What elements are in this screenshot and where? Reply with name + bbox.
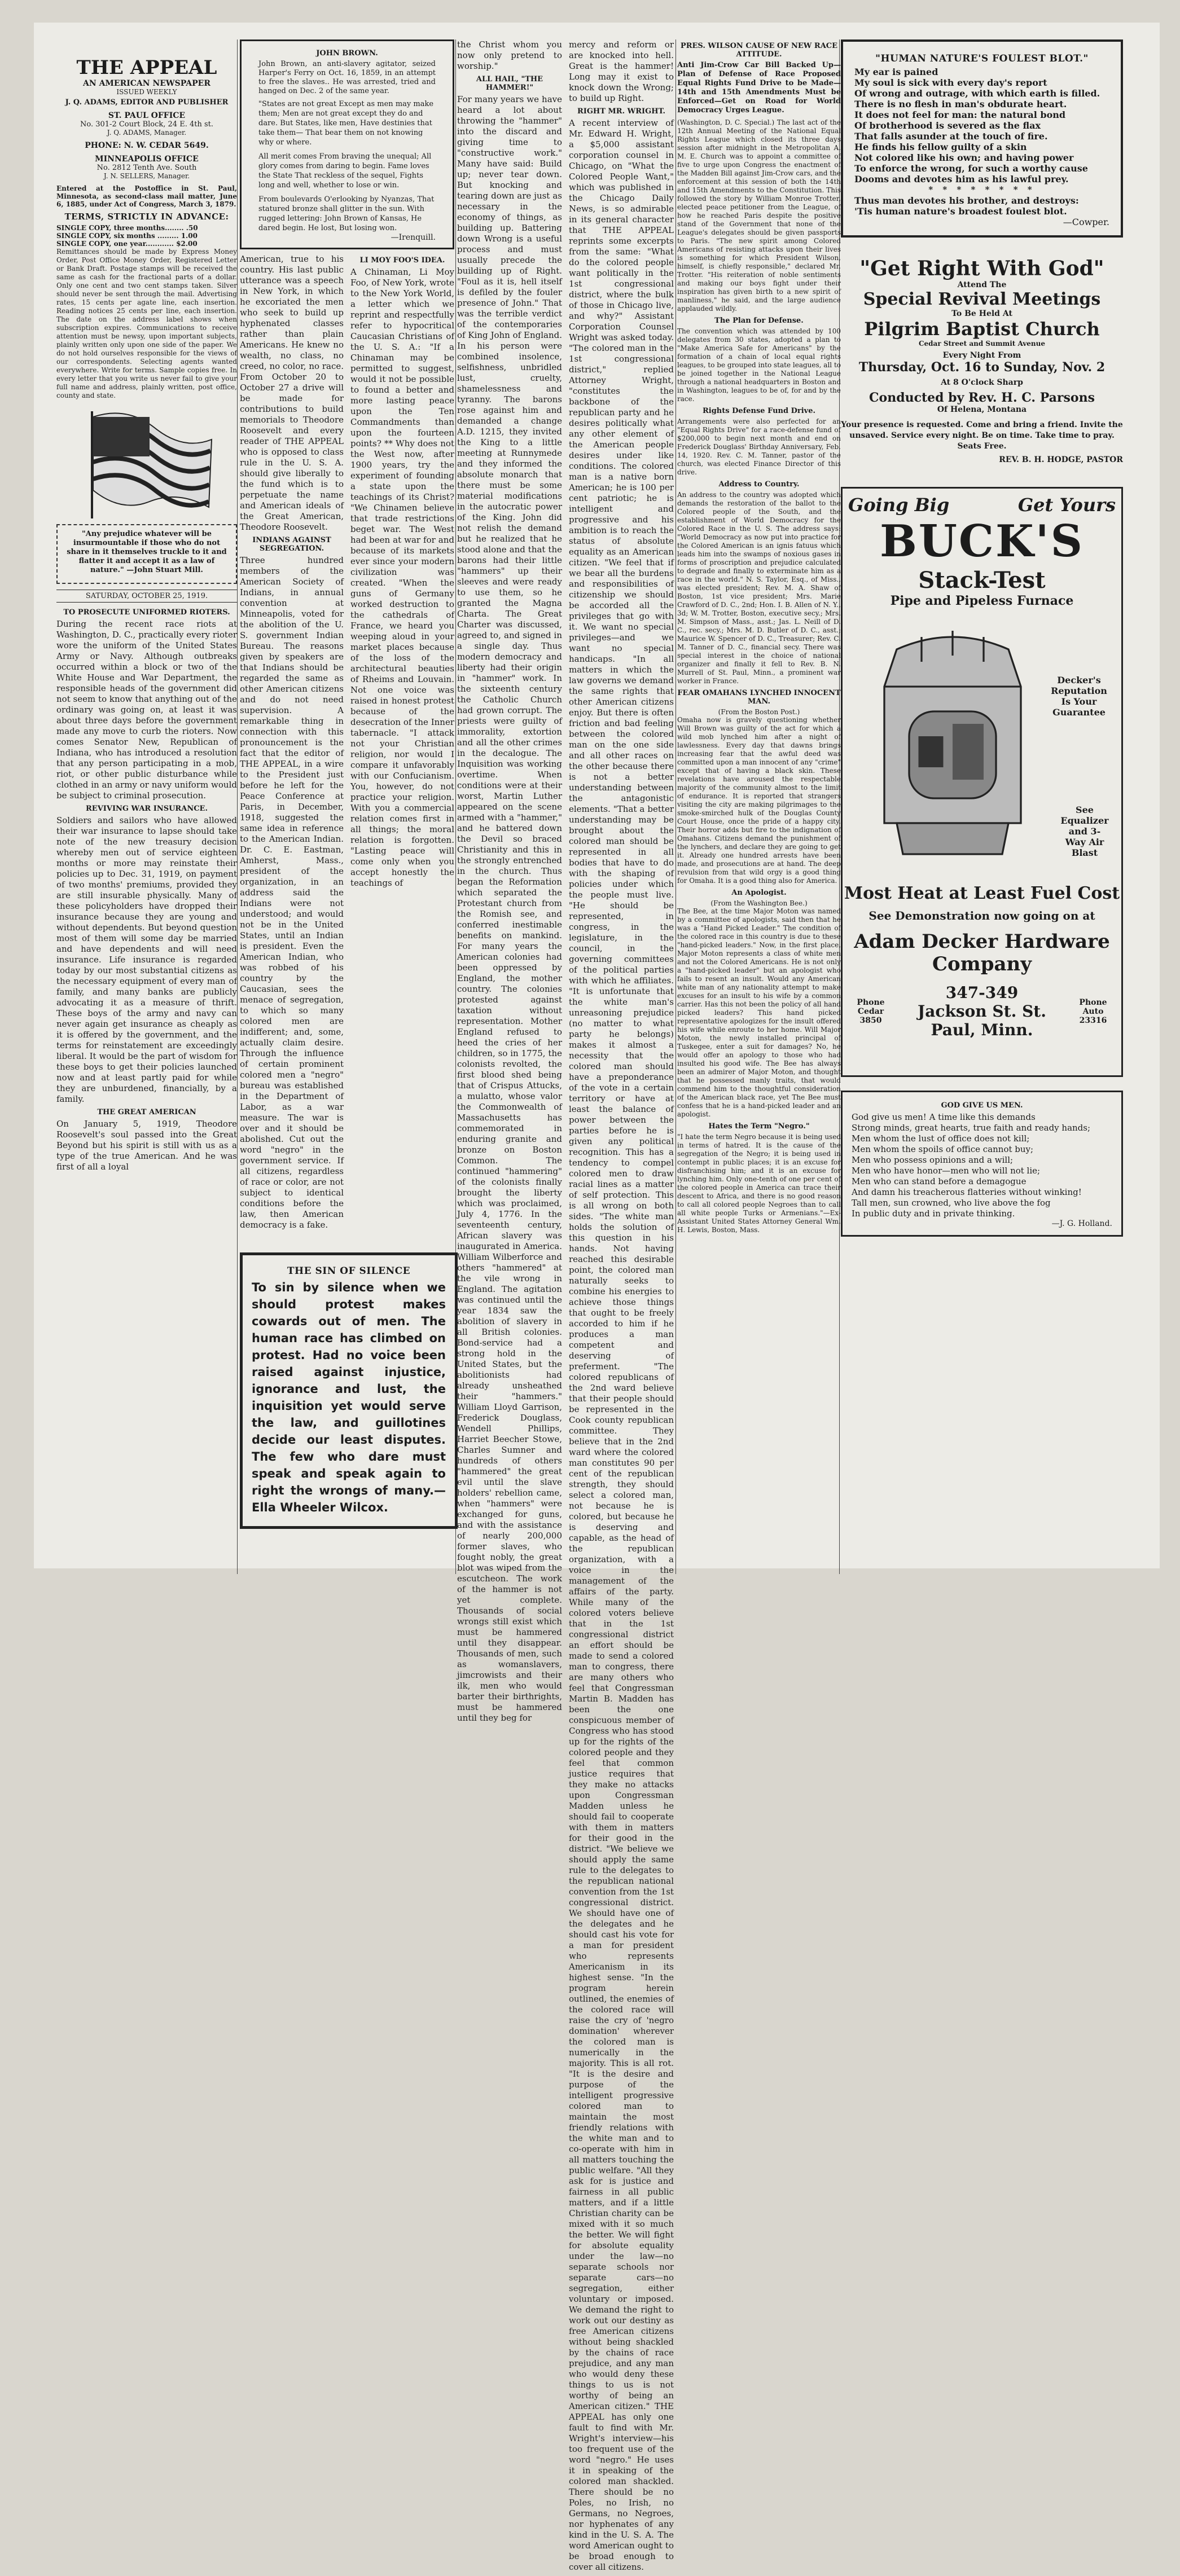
column-5 xyxy=(841,39,1123,1568)
box-body: To sin by silence when we should protest makes cowards out of men. The human race has climbed on protest. Had no voice been raised against injustice, ignorance and lust, the inquisition yet would serve the law, and guillotines decide our least disputes. The few who dare must speak and speak again to right the wrongs of many.—Ella Wheeler Wilcox. xyxy=(252,1281,446,1514)
poem-title: GOD GIVE US MEN. xyxy=(941,1101,1023,1110)
poem-line: Dooms and devotes him as his lawful prey. xyxy=(854,174,1069,184)
poem-line: There is no flesh in man's obdurate heart. xyxy=(854,99,1067,109)
article-body: On January 5, 1919, Theodore Roosevelt's soul passed into the Great Beyond but his spirit is still with us as a type of the true American. And he was first of all a loyal xyxy=(56,1119,237,1172)
ad-conducted: Conducted by Rev. H. C. Parsons xyxy=(869,390,1095,405)
ad-company: Adam Decker Hardware Company xyxy=(854,930,1110,975)
article-body: Arrangements were also perfected for an "Equal Rights Drive" for a race-defense fund of $200,000 to begin next month and end on Frederick Douglass' Birthday Anniversary, Feb. 14, 1920. Rev. C. M. Tanner, pastor of the church, was elected Finance Director of this drive. xyxy=(677,417,841,476)
poem-line: In public duty and in private thinking. xyxy=(852,1208,1015,1219)
article-body: The Bee, at the time Major Moton was named by a committee of apologists, said then that he was a "Hand Picked Leader." The condition of the colored race in this country is due to these "hand-picked leaders." Now, in the first place, Major Moton represents a class of white men and not the Colored Americans. He is not only a "hand-picked leader" but an apologist who fails to resent an insult. Would any American white man of any nationality attempt to make excuses for an insult to his wife by a common carrier. Has this not been the policy of all hand picked leaders? This hand picked representative apologizes for the insult offered his wife while enroute to her home. Will Major Moton, the newly installed principal of Tuskegee, enter a suit for damages? No, he would offer an apology to those who had insulted his good wife. The Bee has always been an admirer of Major Moton, and thought that he possessed manly traits, that would commend him to the thoughtful consideration of the American black race, yet The Bee must confess that he is a hand-picked leader and an apologist. xyxy=(677,907,841,1118)
poem-stanza: All merit comes From braving the unequal; All glory comes from daring to begin. Fame loves the State That reckless of the sequel, Fights long and well, whether to lose or win. xyxy=(258,152,432,190)
ad-address: 347-349 Jackson St. St. Paul, Minn. xyxy=(918,983,1046,1039)
ad-demo: See Demonstration now going on at xyxy=(868,909,1095,922)
ad-address: Cedar Street and Summit Avenue xyxy=(918,340,1046,348)
article-title: TO PROSECUTE UNIFORMED RIOTERS. xyxy=(63,608,230,617)
rate-line: SINGLE COPY, three months........ .50 xyxy=(56,224,198,232)
article-body: "I hate the term Negro because it is being used in terms of hatred. It is the cause of the segregation of the Negro; it is being used in contempt in public places; it is an excuse for disfranchising him; and it is an excuse for lynching him. Only one-tenth of one per cent of the colored people in America can trace their descent to Africa, and there is no good reason to call all colored people Negroes than to call all white people Turks or Armenians."—Ex-Assistant United States Attorney General Wm. H. Lewis, Boston, Mass. xyxy=(677,1133,841,1234)
office-heading: ST. PAUL OFFICE xyxy=(108,111,186,120)
article-title: FEAR OMAHANS LYNCHED INNOCENT MAN. xyxy=(677,689,841,706)
entered-notice: Entered at the Postoffice in St. Paul, Minnesota, as second-class mail matter, June 6, 1885, under Act of Congress, March 3, 1879. xyxy=(56,184,237,208)
article-body: An address to the country was adopted which demands the restoration of the ballot to the Colored people of the South, and the establishment of World Democracy for the Colored Race in the U. S. The address says: "World Democracy as now put into practice for the Colored American is an ignis fatuus which leads him into the swamps of noxious gases in forms of proscription and prejudice calculated to degrade and finally to exterminate him as a race in the world." N. S. Taylor, Esq., of Miss., was elected president; Rev. M. A. Shaw of Boston, 1st vice president; Mrs. Marie Crawford of D. C., 2nd; Hon. I. B. Allen of N. Y., 3d; W. M. Trotter, Boston, executive secy.; Mrs. M. Simpson of Mass., asst.; Jas. L. Neill of D. C., rec. secy.; Mrs. M. D. Butler of D. C., asst.; Maurice W. Spencer of D. C., Treasurer; Rev. C. M. Tanner of D. C., financial secy. There was special interest in the choice of national organizer and finally it fell to Rev. B. N. Murrell of St. Paul, Minn., a prominent war worker in France. xyxy=(677,491,841,685)
poem-line: Men who possess opinions and a will; xyxy=(852,1155,1014,1165)
article-title: Hates the Term "Negro." xyxy=(708,1122,810,1131)
mpls-address: No. 2812 Tenth Ave. South xyxy=(96,164,197,172)
poem-author: —Irenquill. xyxy=(391,233,436,242)
article-body: American, true to his country. His last public utterance was a speech in New York, in which he excoriated the men who seek to build up hyphenated classes rather than plain Americans. He knew no wealth, no class, no creed, no color, no race. From October 20 to October 27 a drive will be made for contributions to build memorials to Theodore Roosevelt and every reader of THE APPEAL who is opposed to class rule in the U. S. A. should give liberally to the fund which is to perpetuate the name and American ideals of the Great American, Theodore Roosevelt. xyxy=(240,254,344,532)
ad-tagline-right: Get Yours xyxy=(1017,494,1116,516)
article-body: During the recent race riots at Washington, D. C., practically every rioter wore the uniform of the United States Army or Navy. Although outbreaks occurred within a block or two of the White House and War Department, the responsible heads of the government did not seem to know that anything out of the ordinary was going on, at least it was about three days before the government made any move to curb the rioters. Now comes Senator New, Republican of Indiana, who has introduced a resolution that any person participating in a mob, riot, or other public disturbance while clothed in an army or navy uniform would be subject to criminal prosecution. xyxy=(56,619,237,801)
give-us-men-box xyxy=(841,1091,1123,1237)
dateline: SATURDAY, OCTOBER 25, 1919. xyxy=(56,590,237,603)
ad-pastor: REV. B. H. HODGE, PASTOR xyxy=(999,455,1123,464)
article-body: The convention which was attended by 100 delegates from 30 states, adopted a plan to "Make America Safe for Americans" by the formation of a chain of local equal rights leagues, to be grouped into state leagues, all to be joined together in the National League through a national headquarters in Boston and in Washington, leagues to be of, for and by the race. xyxy=(677,327,841,403)
mill-quote: "Any prejudice whatever will be insurmountable if those who do not share in it themselves truckle to it and flatter it and accept it as a law of nature." —John Stuart Mill. xyxy=(67,530,227,574)
article-subhead: Anti Jim-Crow Car Bill Backed Up—Plan of Defense of Race Proposed Equal Rights Fund Drive to be Made—14th and 15th Amendments Must be Enforced—Get on Road for World Democracy Urges League. xyxy=(677,61,841,115)
poem-line: God give us men! A time like this demands xyxy=(852,1112,1036,1122)
poem-line: Men whom the lust of office does not kill; xyxy=(852,1133,1030,1144)
ad-side-note: See Equalizer and 3-Way Air Blast xyxy=(1060,805,1109,858)
masthead-issued: ISSUED WEEKLY xyxy=(116,88,177,96)
bucks-furnace-ad xyxy=(841,487,1123,1077)
poem-line: Strong minds, great hearts, true faith and ready hands; xyxy=(852,1123,1091,1133)
rate-line: SINGLE COPY, one year............ $2.00 xyxy=(56,240,198,248)
article-title: ALL HAIL, "THE HAMMER!" xyxy=(476,75,543,92)
poem-line: My soul is sick with every day's report xyxy=(854,77,1047,88)
ad-text: Of Helena, Montana xyxy=(937,405,1027,414)
column-rule xyxy=(675,39,676,1574)
masthead-title: THE APPEAL xyxy=(76,56,217,79)
ad-tagline-left: Going Big xyxy=(848,494,950,516)
article-body: A recent interview of Mr. Edward H. Wright, a $5,000 assistant corporation counsel in Chicago, on "What the Colored People Want," which was published in the Chicago Daily News, is so admirable in its general character that THE APPEAL reprints some excerpts from the same: "What do the colored people want politically in the 1st congressional district, where the bulk of those in Chicago live, and why?" Assistant Corporation Counsel Wright was asked today. "The colored man in the 1st congressional district," replied Attorney Wright, "constitutes the backbone of the republican party and he desires politically what any other element of the American people desires under like conditions. The colored man is a native born American; he is 100 per cent patriotic; he is intelligent and progressive and his ambition is to reach the status of absolute equality as an American citizen. "We feel that if we bear all the burdens and responsibilities of citizenship we should be accorded all the privileges that go with it. We want no special privileges—and we want no special handicaps. "In all matters in which the law governs we demand the same rights that other American citizens enjoy. But there is often friction and bad feeling between the colored man on the one side and all other races on the other because there is not a better understanding between the antagonistic elements. "That a better understanding may be brought about the colored man should be represented in all bodies that have to do with the shaping of policies under which the people must live. "He should be represented, in congress, in the legislature, in the council, in the governing committees of the political parties with which he affiliates. "It is unfortunate that the white man's unreasoning prejudice (no matter to what party he belongs) makes it almost a necessity that the colored man should have a preponderance of the vote in a certain territory or have at least the balance of power between the parties before he is given any political recognition. This has a tendency to compel colored men to draw racial lines as a matter of self protection. This is all wrong on both sides. "The white man holds the solution of this question in his hands. Not having reached this desirable point, the colored man naturally seeks to combine his energies to achieve those things that ought to be freely accorded to him if he produces a man competent and deserving of preferment. "The colored republicans of the 2nd ward believe that their people should be represented in the Cook county republican committee. They believe that in the 2nd ward where the colored man constitutes 90 per cent of the republican strength, they should select a colored man, not because he is colored, but because he is deserving and capable, as the head of the republican organization, with a voice in the management of the affairs of the party. While many of the colored voters believe that in the 1st congressional district an effort should be made to send a colored man to congress, there are many others who feel that Congressman Martin B. Madden has been the one conspicuous member of Congress who has stood up for the rights of the colored people and they feel that common justice requires that they make no attacks upon Congressman Madden unless he should fail to cooperate with them in matters for their good in the district. "We believe we should apply the same rule to the delegates to the republican national convention from the 1st congressional district. We should have one of the delegates and he should cast his vote for a man for president who represents Americanism in its highest sense. "In the program herein outlined, the enemies of the colored race will raise the cry of 'negro domination' wherever the colored man is numerically in the majority. This is all rot. "It is the desire and purpose of the intelligent progressive colored man to maintain the most friendly relations with the white man and to co-operate with him in all matters touching the public welfare. "All they ask for is justice and fairness in all public matters, and if a little Christian charity can be mixed with it so much the better. We will fight for absolute equality under the law—no separate schools nor separate cars—no segregation, either voluntary or imposed. We demand the right to work out our destiny as free American citizens without being shackled by the chains of race prejudice, and any man who would deny these things to us is not worthy of being an American citizen." THE APPEAL has only one fault to find with Mr. Wright's interview—his too frequent use of the word "negro." He uses it in speaking of the colored man shackled. There should be no Poles, no Irish, no Germans, no Negroes, nor hyphenates of any kind in the U. S. A. The word American ought to be broad enough to cover all citizens. xyxy=(569,118,674,2572)
poem-line: Of brotherhood is severed as the flax xyxy=(854,120,1041,131)
ad-time: At 8 O'clock Sharp xyxy=(941,378,1023,387)
poem-stanza: From boulevards O'erlooking by Nyanzas, That statured bronze shall glitter in the sun. With rugged lettering: John Brown of Kansas, He dared begin. He lost, But losing won. xyxy=(258,195,435,232)
poem-author: —J. G. Holland. xyxy=(1051,1219,1112,1228)
ad-text: Attend The xyxy=(957,280,1007,289)
poem-line: Tall men, sun crowned, who live above the fog xyxy=(852,1198,1051,1208)
article-title: RIGHT MR. WRIGHT. xyxy=(577,107,666,116)
revival-ad xyxy=(841,257,1123,464)
mpls-manager: J. N. SELLERS, Manager. xyxy=(103,172,190,180)
terms-notes: Remittances should be made by Express Money Order, Post Office Money Order, Registered Letter or Bank Draft. Postage stamps will be received the same as cash for the fractional parts of a dollar. Only one cent and two cent stamps taken. Silver should never be sent through the mail. Advertising rates, 15 cents per agate line, each insertion. Reading notices 25 cents per line, each insertion. The date on the address label shows when subscription expires. Communications to receive attention must be newsy, upon important subjects, plainly written only upon one side of the paper. We do not hold ourselves responsible for the views of our correspondents. Selecting agents wanted everywhere. Write for terms. Sample copies free. In every letter that you write us never fail to give your full name and address, plainly written, post office, county and state. xyxy=(56,248,237,399)
article-body: Three hundred members of the American Society of Indians, in annual convention at Minneapolis, voted for the abolition of the U. S. government Indian Bureau. The reasons given by speakers are that Indians should be regarded the same as other American citizens and do not need supervision. A remarkable thing in connection with this pronouncement is the fact that the editor of THE APPEAL, in a wire to the President just before he left for the Peace Conference at Paris, in December, 1918, suggested the same idea in reference to the American Indian. Dr. C. E. Eastman, Amherst, Mass., president of the organization, in an address said the Indians were not understood; and would not be in the United States, until an Indian is president. Even the American Indian, who was robbed of his country by the Caucasian, sees the menace of segregation, to which so many colored men are indifferent; and, some, actually claim desire. Through the influence of certain prominent colored men a "negro" bureau was established in the Department of Labor, as a war measure. The war is over and it should be abolished. Cut out the word "negro" in the government service. If all citizens, regardless of race or color, are not subject to identical conditions before the law, then American democracy is a fake. xyxy=(240,555,344,1230)
article-title: An Apologist. xyxy=(731,889,787,897)
masthead-editor: J. Q. ADAMS, EDITOR AND PUBLISHER xyxy=(65,98,229,107)
cowper-poem-box xyxy=(841,39,1123,238)
ad-brand: BUCK'S xyxy=(879,516,1085,567)
masthead-subtitle: AN AMERICAN NEWSPAPER xyxy=(83,79,210,88)
poem-line: Of wrong and outrage, with which earth is filled. xyxy=(854,88,1100,99)
mpls-heading: MINNEAPOLIS OFFICE xyxy=(95,155,199,164)
ad-slogan: Most Heat at Least Fuel Cost xyxy=(844,883,1120,903)
poem-line: Men who can stand before a demagogue xyxy=(852,1176,1027,1186)
rate-line: SINGLE COPY, six months ......... 1.00 xyxy=(56,232,198,240)
poem-stanza: "States are not great Except as men may make them; Men are not great except they do and dare. But States, like men, Have destinies that take them— That bear them on not knowing why or where. xyxy=(258,100,434,147)
poem-line: Men who have honor—men who will not lie; xyxy=(852,1166,1041,1176)
column-4 xyxy=(677,39,841,1568)
furnace-illustration xyxy=(859,624,1046,861)
article-body: the Christ whom you now only pretend to worship." xyxy=(457,39,562,71)
poem-line: Thus man devotes his brother, and destroys: xyxy=(854,195,1079,206)
office-phone: PHONE: N. W. CEDAR 5649. xyxy=(85,141,209,150)
poem-intro: John Brown, an anti-slavery agitator, seized Harper's Ferry on Oct. 16, 1859, in an attempt to free the slaves.. He was arrested, tried and hanged on Dec. 2 of the same year. xyxy=(258,60,436,95)
column-3 xyxy=(457,39,674,2572)
box-title: THE SIN OF SILENCE xyxy=(287,1265,411,1277)
sin-of-silence-box xyxy=(240,1252,458,1529)
ad-headline: "Get Right With God" xyxy=(859,257,1104,280)
article-title: INDIANS AGAINST SEGREGATION. xyxy=(252,536,331,553)
article-title: LI MOY FOO'S IDEA. xyxy=(359,256,445,265)
article-body: (Washington, D. C. Special.) The last act of the 12th Annual Meeting of the National Equal Rights League which closed its three days session after midnight in the Metropolitan A. M. E. Church was to appoint a committee of five to urge upon Congress the enactment of the Madden Bill against Jim-Crow cars, and the enforcement at this session of both the 14th and 15th Amendments to the Constitution. This followed the story by William Monroe Trotter, elected peace petitioner from the League, of how he reached Paris despite the positive stand of the Government that none of the League's delegates should be given passports to Paris. "The new spirit among Colored Americans of resisting attacks upon their lives is something for which President Wilson, himself, is chiefly responsible," declared Mr. Trotter. "His reiteration of noble sentiments and making our boys fight under their inspiration has given birth to a new spirit of manliness," he said, and the large audience applauded wildly. xyxy=(677,118,841,313)
ad-text: Every Night From xyxy=(942,351,1021,360)
ad-text: To Be Held At xyxy=(951,309,1012,318)
john-brown-box xyxy=(240,39,454,249)
column-2 xyxy=(240,39,454,1568)
article-title: THE GREAT AMERICAN xyxy=(97,1108,196,1116)
poem-title: "HUMAN NATURE'S FOULEST BLOT." xyxy=(875,53,1089,64)
ad-subtitle: Pipe and Pipeless Furnace xyxy=(890,594,1074,608)
ad-meetings: Special Revival Meetings xyxy=(863,289,1101,309)
section-title: Rights Defense Fund Drive. xyxy=(702,407,816,415)
article-body: mercy and reform or are knocked into hell. Great is the hammer! Long may it exist to knock down the Wrong; to build up Right. xyxy=(569,39,674,103)
article-title: REVIVING WAR INSURANCE. xyxy=(86,805,208,813)
poem-line: Not colored like his own; and having power xyxy=(854,152,1074,163)
ad-phone: Phone Cedar 3850 xyxy=(857,997,885,1025)
poem-line: That falls asunder at the touch of fire. xyxy=(854,131,1048,142)
office-address: No. 301-2 Court Block, 24 E. 4th st. xyxy=(80,120,213,129)
section-title: Address to Country. xyxy=(718,480,800,489)
column-1 xyxy=(56,56,237,1568)
poem-line: To enforce the wrong, for such a worthy cause xyxy=(854,163,1088,174)
article-title: PRES. WILSON CAUSE OF NEW RACE ATTITUDE. xyxy=(680,42,838,59)
ad-side-note: Decker's Reputation Is Your Guarantee xyxy=(1051,675,1107,718)
article-body: Soldiers and sailors who have allowed their war insurance to lapse should take note of the new treasury decision whereby men out of service eighteen months or more may reinstate their policies up to Dec. 31, 1919, on payment of two months' premiums, provided they are still insurable physically. Many of these policyholders have dropped their insurance because they are young and without dependents. But beyond question most of them will some day be married and have dependents and will need insurance. Life insurance is regarded today by our most substantial citizens as the necessary equipment of every man of family, and many banks are publicly advocating it as a measure of thrift. These boys of the army and navy can never again get insurance as cheaply as it is offered by the government, and the terms for reinstatement are exceedingly liberal. It would be the part of wisdom for these boys to get their policies launched now and at least partly paid for while they are unburdened, financially, by a family. xyxy=(56,815,237,1104)
poem-author: —Cowper. xyxy=(1063,217,1109,227)
article-source: (From the Washington Bee.) xyxy=(710,899,808,907)
ad-dates: Thursday, Oct. 16 to Sunday, Nov. 2 xyxy=(858,360,1106,375)
ad-church: Pilgrim Baptist Church xyxy=(864,318,1100,340)
quote-box xyxy=(56,524,237,584)
column-rule xyxy=(237,39,238,1574)
poem-line: It does not feel for man: the natural bond xyxy=(854,109,1066,120)
article-source: (From the Boston Post.) xyxy=(718,708,800,716)
ad-phone: Phone Auto 23316 xyxy=(1079,997,1107,1025)
ad-product: Stack-Test xyxy=(918,567,1046,594)
poem-title: JOHN BROWN. xyxy=(316,49,378,58)
terms-heading: TERMS, STRICTLY IN ADVANCE: xyxy=(64,212,229,222)
section-title: The Plan for Defense. xyxy=(714,316,804,325)
poem-line: 'Tis human nature's broadest foulest blot. xyxy=(854,206,1067,217)
article-body: Omaha now is gravely questioning whether Will Brown was guilty of the act for which a wild mob lynched him after a night of lawlessness. Every day that dawns brings increasing fear that the awful deed was committed upon a man innocent of any "crime" except that of having a black skin. These revelations have aroused the respectable majority of the community almost to the limit of endurance. It is reported that strangers visiting the city are making pilgrimages to the smoke-smirched hulk of the Douglas County Court House, once the pride of a happy city. Their horror adds but fire to the indignation of Omahans. Citizens demand the punishment of the lynchers, and declare they are going to get it. Already one hundred arrests have been made, and prosecutions are at hand. The deep revulsion from that wild orgy is a good thing for Omaha. It is a good thing also for America. xyxy=(677,716,841,885)
american-flag-illustration xyxy=(76,406,217,518)
poem-line: He finds his fellow guilty of a skin xyxy=(854,142,1027,152)
article-body: A Chinaman, Li Moy Foo, of New York, wrote to the New York World, a letter which we reprint and respectfully refer to hypocritical Caucasian Christians of the U. S. A.: "If a Chinaman may be permitted to suggest, would it not be possible to found a better and more lasting peace upon the Ten Commandments than upon the fourteen points? ** Why does not the West now, after 1900 years, try the experiment of founding a state upon the teachings of its Christ? "We Chinamen believe that trade restrictions beget war. The West had been at war for and because of its markets ever since your modern civilization was created. "When the guns of Germany worked destruction to the cathedrals of France, we heard you weeping aloud in your market places because of the loss of the architectural beauties of Rheims and Louvain. Not one voice was raised in honest protest because of the desecration of the Inner tabernacle. "I attack not your Christian religion, nor would I compare it unfavorably with our Confucianism. You, however, do not practice your religion. With you a commercial relation comes first in all things; the moral relation is forgotten. "Lasting peace will come only when you accept honestly the teachings of xyxy=(350,267,454,888)
ad-note: Your presence is requested. Come and bring a friend. Invite the unsaved. Service every night. Be on time. Take time to pray. Seats Free. xyxy=(841,420,1123,451)
office-manager: J. Q. ADAMS, Manager. xyxy=(107,129,187,137)
poem-line: Men whom the spoils of office cannot buy; xyxy=(852,1144,1034,1154)
poem-stars: * * * * * * * * xyxy=(928,184,1036,195)
article-body: For many years we have heard a lot about throwing the "hammer" into the discard and giving time to "constructive work." Many have said: Build up; never tear down. But knocking and tearing down are just as necessary in the economy of things, as building up. Battering down Wrong is a useful process and must usually precede the building up of Right. "Foul as it is, hell itself is defiled by the fouler presence of John." That was the terrible verdict of the contemporaries of King John of England. In his person were combined insolence, selfishness, unbridled lust, cruelty, shamelessness and tyranny. The barons rose against him and demanded a change A.D. 1215, they invited the King to a little meeting at Runnymede and they informed the absolute monarch that there must be some material modifications in the autocratic power of the King. John did not relish the demand but he realized that he stood alone and that the barons had their little "hammers" up their sleeves and were ready to use them, so he granted the Magna Charta. The Great Charter was discussed, agreed to, and signed in a single day. Thus modern democracy and liberty had their origin in "hammer" work. In the sixteenth century the Catholic Church had grown corrupt. The priests were guilty of immorality, extortion and all the other crimes in the decalogue. The Inquisition was working overtime. When conditions were at their worst, Martin Luther appeared on the scene armed with a "hammer," and he battered down the Devil so braced Christianity and this in the strongly entrenched in the church. Thus began the Reformation which separated the Protestant church from the Romish see, and conferred inestimable benefits on mankind. For many years the American colonies had been oppressed by England, the mother country. The colonies protested against taxation without representation. Mother England refused to heed the cries of her children, so in 1775, the colonists revolted, the first blood shed being that of Crispus Attucks, a mulatto, whose valor the Commonwealth of Massachusetts has commemorated in enduring granite and bronze on Boston Common. The continued "hammering" of the colonists finally brought the liberty which was proclaimed, July 4, 1776. In the seventeenth century, African slavery was inaugurated in America. William Wilberforce and others "hammered" at the vile wrong in England. The agitation was continued until the year 1834 saw the abolition of slavery in all British colonies. Bond-service had a strong hold in the United States, but the abolitionists had already unsheathed their "hammers." William Lloyd Garrison, Frederick Douglass, Wendell Phillips, Harriet Beecher Stowe, Charles Sumner and hundreds of others "hammered" the great evil until the slave holders' rebellion came, when "hammers" were exchanged for guns, and with the assistance of nearly 200,000 former slaves, who fought nobly, the great blot was wiped from the escutcheon. The work of the hammer is not yet complete. Thousands of social wrongs still exist which must be hammered until they disappear. Thousands of men, such as womanslavers, jimcrowists and their ilk, men who would barter their birthrights, must be hammered until they beg for xyxy=(457,94,562,1723)
poem-line: My ear is pained xyxy=(854,67,938,77)
poem-line: And damn his treacherous flatteries without winking! xyxy=(852,1187,1082,1197)
